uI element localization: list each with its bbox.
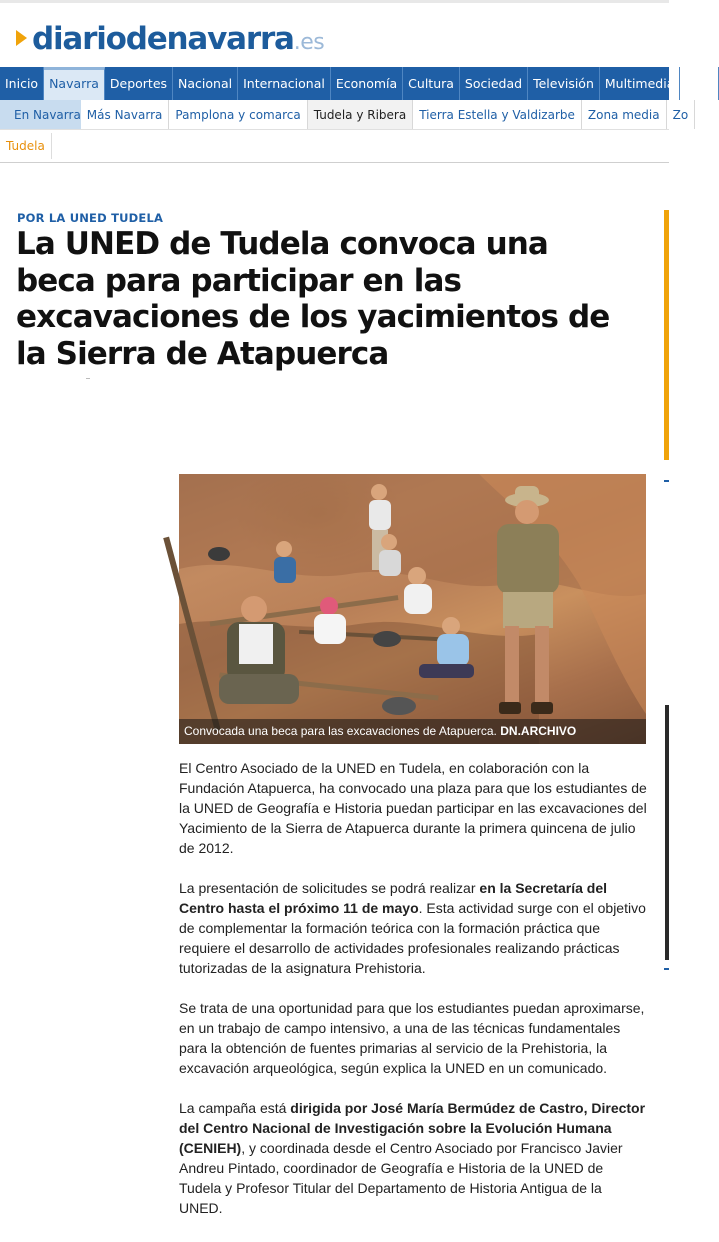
caption-text: Convocada una beca para las excavaciones de Atapuerca. xyxy=(184,724,497,738)
nav-item-inicio[interactable]: Inicio xyxy=(0,67,44,100)
subsub-item-tudela[interactable]: Tudela xyxy=(0,133,52,159)
subnav-item-pamplona[interactable]: Pamplona y comarca xyxy=(169,100,307,129)
excavation-scene-illustration xyxy=(179,474,646,744)
p2-text-a: La presentación de solicitudes se podrá realizar xyxy=(179,880,480,896)
subnav-item-zona-media[interactable]: Zona media xyxy=(582,100,667,129)
nav-item-sociedad[interactable]: Sociedad xyxy=(460,67,528,100)
nav-item-multimedia[interactable]: Multimedia xyxy=(600,67,681,100)
sidebar-accent-bar xyxy=(664,210,669,460)
article-body xyxy=(179,758,649,1238)
article-paragraph-2 xyxy=(179,878,649,978)
sidebar-divider-bottom xyxy=(664,968,669,970)
subnav-item-tudela[interactable]: Tudela y Ribera xyxy=(308,100,414,129)
caption-credit: DN.ARCHIVO xyxy=(500,724,577,738)
photo-caption xyxy=(179,719,646,744)
nav-item-deportes[interactable]: Deportes xyxy=(105,67,173,100)
title-divider xyxy=(86,378,90,379)
site-logo[interactable] xyxy=(16,21,324,57)
main-nav xyxy=(0,67,714,100)
logo-arrow-icon xyxy=(16,30,27,46)
article-paragraph-4 xyxy=(179,1098,649,1218)
subnav-item-truncated[interactable]: Zo xyxy=(667,100,696,129)
article-title: La UNED de Tudela convoca una beca para participar en las excavaciones de los yacimientos de la Sierra de Atapuerca xyxy=(16,226,610,372)
p2-text-bold: en la Secretaría del Centro hasta el próximo 11 de mayo xyxy=(179,880,608,916)
nav-item-television[interactable]: Televisión xyxy=(528,67,600,100)
site-header xyxy=(0,0,669,67)
subnav-item-tierra-estella[interactable]: Tierra Estella y Valdizarbe xyxy=(413,100,582,129)
nav-item-navarra[interactable]: Navarra xyxy=(44,67,105,100)
subnav-item-mas-navarra[interactable]: Más Navarra xyxy=(81,100,170,129)
nav-item-nacional[interactable]: Nacional xyxy=(173,67,238,100)
logo-tld: .es xyxy=(293,30,325,55)
p2-text-c: . Esta actividad surge con el objetivo de complementar la formación teórica con la formación práctica que requiere el desarrollo de actividades profesionales realizando prácticas tutorizadas de la asignatura Prehistoria. xyxy=(179,900,646,976)
sidebar-divider-top xyxy=(664,480,669,482)
logo-name: diariodenavarra xyxy=(32,21,294,57)
local-subnav xyxy=(0,131,669,163)
p4-text-a: La campaña está xyxy=(179,1100,291,1116)
section-subnav xyxy=(0,100,689,130)
article-photo[interactable] xyxy=(179,474,646,744)
article-paragraph-3: Se trata de una oportunidad para que los estudiantes puedan aproximarse, en un trabajo de campo intensivo, a una de las técnicas fundamentales para la obtención de fuentes primarias al servicio de la Prehistoria, la excavación arqueológica, según explica la UNED en un comunicado. xyxy=(179,1000,645,1076)
p4-text-bold: dirigida por José María Bermúdez de Castro, Director del Centro Nacional de Investigación sobre la Evolución Humana (CENIEH) xyxy=(179,1100,646,1156)
nav-item-cultura[interactable]: Cultura xyxy=(403,67,460,100)
nav-item-ocio[interactable]: Ocio xyxy=(680,67,719,100)
subnav-section-label[interactable]: En Navarra xyxy=(0,100,81,129)
sidebar-dark-block xyxy=(665,705,669,960)
nav-item-economia[interactable]: Economía xyxy=(331,67,403,100)
article-paragraph-1: El Centro Asociado de la UNED en Tudela, en colaboración con la Fundación Atapuerca, ha convocado una plaza para que los estudiantes de la UNED de Geografía e Historia puedan participar en las excavaciones del Yacimiento de la Sierra de Atapuerca durante la primera quincena de julio de 2012. xyxy=(179,760,647,856)
article-kicker: POR LA UNED TUDELA xyxy=(17,211,164,225)
nav-item-internacional[interactable]: Internacional xyxy=(238,67,331,100)
p4-text-c: , y coordinada desde el Centro Asociado por Francisco Javier Andreu Pintado, coordinador de Geografía e Historia de la UNED de Tudela y Profesor Titular del Departamento de Historia Antigua de la UNED. xyxy=(179,1140,623,1216)
